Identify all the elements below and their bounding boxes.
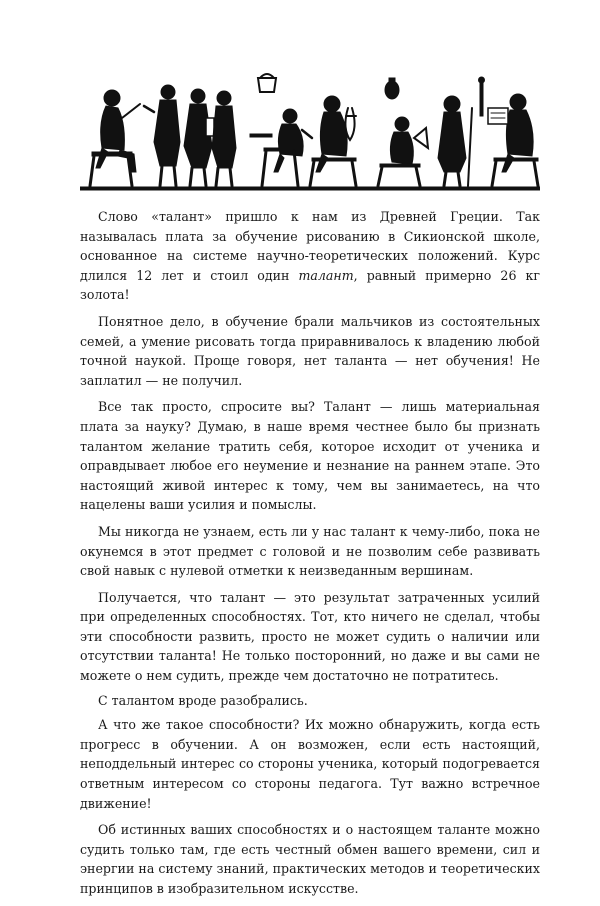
hanging-jug-icon [385,78,399,99]
paragraph-7: А что же такое способности? Их можно обнаружить, когда есть прогресс в обучении. А он возможен, если есть настоящий, неподдельный интерес со стороны ученика, который подогревается ответным интересом со стороны педагога. Тут важно встречное движение! [80,717,540,811]
standing-youth-figure [212,91,236,186]
standing-bearded-figure [438,96,472,186]
paragraph-5: Получается, что талант — это результат затраченных усилий при определенных способностях. Тот, кто ничего не сделал, чтобы эти способности развить, просто не может судить о наличии или отсутствии таланта! Не только посторонний, но даже и вы сами не можете о нем судить, прежде чем достаточно не потратитесь. [80,589,540,684]
talent-emphasis: талант [298,267,354,283]
seated-teacher-right-figure [488,94,538,186]
article-body [80,207,540,906]
student-with-lyre-figure [378,117,428,186]
boy-with-scroll-figure [184,89,214,186]
paragraph-3: Все так просто, спросите вы? Талант — лишь материальная плата за науку? Думаю, в наше время честнее было бы признать талантом желание тратить себя, которое исходит от ученика и оправдывает любое его неумение и незнание на раннем этапе. Это настоящий живой интерес к тому, чем вы занимаетесь, на что нацелены ваши усилия и помыслы. [80,399,540,513]
seated-teacher-left-figure [90,90,140,186]
tablet-icon [488,108,508,124]
writing-student-figure [250,109,312,186]
hanging-basket-icon [258,74,276,92]
greek-school-frieze-illustration [80,68,540,198]
paragraph-8: Об истинных ваших способностях и о настоящем таланте можно судить только там, где есть честный обмен вашего времени, сил и энергии на систему знаний, практических методов и теоретических принципов в изобразительном искусстве. [80,822,540,896]
paragraph-4: Мы никогда не узнаем, есть ли у нас талант к чему-либо, пока не окунемся в этот предмет с головой и не позволим себе развивать свой навык с нулевой отметки к неизведанным вершинам. [80,523,540,579]
lyre-icon [345,108,356,140]
lyre-teacher-figure [310,96,356,186]
paragraph-2: Понятное дело, в обучение брали мальчиков из состоятельных семей, а умение рисовать тогда приравнивалось к владению любой точной наукой. Проще говоря, нет таланта — нет обучения! Не заплатил — не получил. [80,313,540,388]
paragraph-1: Слово «талант» пришло к нам из Древней Греции. Так называлась плата за обучение рисованию в Сикионской школе, основанное на системе научно-теоретических положений. Курс длился 12 лет и стоил один талант, равный примерно 26 кг золота! [80,209,540,303]
hanging-flute-icon [479,77,485,116]
paragraph-6: С талантом вроде разобрались. [98,692,308,708]
standing-boy-figure [144,85,180,186]
